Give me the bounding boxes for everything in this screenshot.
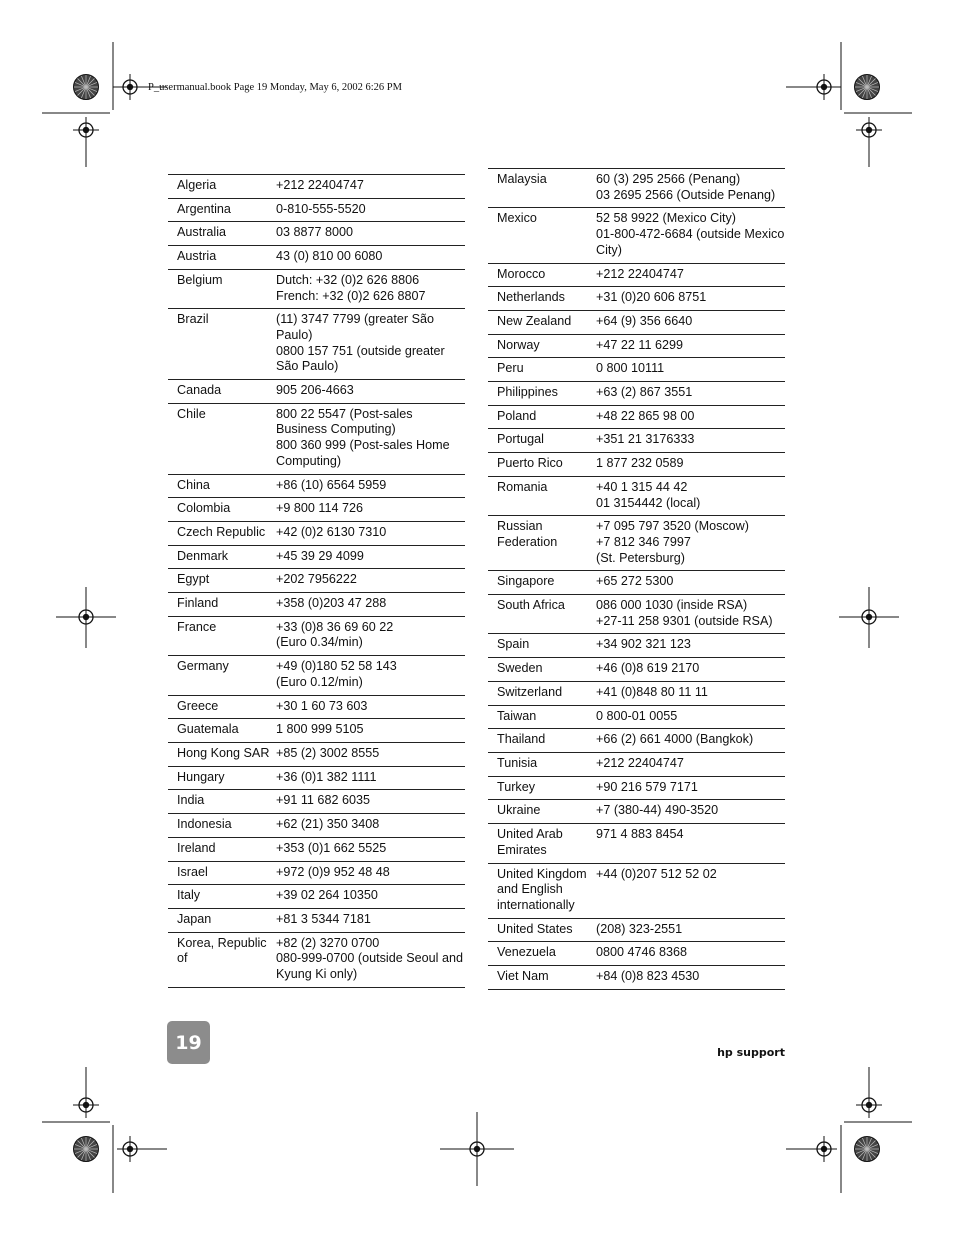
table-row — [488, 310, 785, 334]
phone-number: +85 (2) 3002 8555 — [276, 742, 465, 766]
country-name: Israel — [168, 861, 276, 885]
phone-number: +33 (0)8 36 69 60 22 (Euro 0.34/min) — [276, 616, 465, 655]
country-name: France — [168, 616, 276, 655]
country-name: United Kingdom and English internationally — [488, 863, 596, 918]
table-row — [488, 405, 785, 429]
country-name: Chile — [168, 403, 276, 474]
country-name: Hungary — [168, 766, 276, 790]
phone-number: +41 (0)848 80 11 11 — [596, 681, 785, 705]
phone-number: +42 (0)2 6130 7310 — [276, 521, 465, 545]
table-row — [488, 729, 785, 753]
table-row — [168, 198, 465, 222]
phone-number: 03 8877 8000 — [276, 222, 465, 246]
phone-number: +47 22 11 6299 — [596, 334, 785, 358]
phone-number: 52 58 9922 (Mexico City) 01-800-472-6684 (outside Mexico City) — [596, 208, 785, 263]
phone-number: 0800 4746 8368 — [596, 942, 785, 966]
table-row — [488, 429, 785, 453]
country-name: Japan — [168, 908, 276, 932]
table-row — [168, 766, 465, 790]
crosshair-mark-top-left-b — [73, 117, 99, 143]
phone-number: +48 22 865 98 00 — [596, 405, 785, 429]
table-row — [488, 287, 785, 311]
phone-number: +63 (2) 867 3551 — [596, 382, 785, 406]
phone-number: 905 206-4663 — [276, 380, 465, 404]
phone-number: +86 (10) 6564 5959 — [276, 474, 465, 498]
table-row — [168, 545, 465, 569]
support-phone-table-left — [168, 174, 465, 988]
country-name: Taiwan — [488, 705, 596, 729]
country-name: Belgium — [168, 269, 276, 308]
table-row — [488, 705, 785, 729]
crosshair-mark-bottom-left-a — [73, 1092, 99, 1118]
table-row — [488, 516, 785, 571]
table-row — [168, 222, 465, 246]
country-name: Turkey — [488, 776, 596, 800]
country-name: United Arab Emirates — [488, 824, 596, 863]
phone-number: Dutch: +32 (0)2 626 8806 French: +32 (0)2 626 8807 — [276, 269, 465, 308]
sunburst-mark-top-left — [74, 75, 99, 100]
table-row — [168, 837, 465, 861]
table-row — [168, 616, 465, 655]
table-row — [168, 695, 465, 719]
phone-number: +39 02 264 10350 — [276, 885, 465, 909]
phone-number: +81 3 5344 7181 — [276, 908, 465, 932]
country-name: Romania — [488, 476, 596, 515]
phone-number: +90 216 579 7171 — [596, 776, 785, 800]
country-name: China — [168, 474, 276, 498]
table-row — [488, 966, 785, 990]
phone-number: +44 (0)207 512 52 02 — [596, 863, 785, 918]
country-name: Canada — [168, 380, 276, 404]
phone-number: +9 800 114 726 — [276, 498, 465, 522]
country-name: Viet Nam — [488, 966, 596, 990]
country-name: Indonesia — [168, 814, 276, 838]
country-name: Germany — [168, 656, 276, 695]
table-row — [488, 476, 785, 515]
table-row — [168, 790, 465, 814]
table-row — [488, 681, 785, 705]
sunburst-mark-bottom-left — [74, 1137, 99, 1162]
phone-number: 0-810-555-5520 — [276, 198, 465, 222]
phone-number: +66 (2) 661 4000 (Bangkok) — [596, 729, 785, 753]
table-row — [168, 932, 465, 987]
country-name: Algeria — [168, 175, 276, 199]
phone-number: +36 (0)1 382 1111 — [276, 766, 465, 790]
country-name: United States — [488, 918, 596, 942]
table-row — [488, 169, 785, 208]
phone-number: (208) 323-2551 — [596, 918, 785, 942]
country-name: Italy — [168, 885, 276, 909]
phone-number: 086 000 1030 (inside RSA) +27-11 258 9301 (outside RSA) — [596, 595, 785, 634]
phone-number: 0 800-01 0055 — [596, 705, 785, 729]
phone-number: +202 7956222 — [276, 569, 465, 593]
table-row — [488, 595, 785, 634]
table-row — [168, 908, 465, 932]
country-name: Greece — [168, 695, 276, 719]
phone-number: +91 11 682 6035 — [276, 790, 465, 814]
table-row — [168, 742, 465, 766]
table-row — [168, 814, 465, 838]
table-row — [488, 800, 785, 824]
country-name: Puerto Rico — [488, 453, 596, 477]
country-name: Mexico — [488, 208, 596, 263]
phone-number: 1 800 999 5105 — [276, 719, 465, 743]
section-footer-label: hp support — [717, 1046, 785, 1059]
table-row — [168, 309, 465, 380]
country-name: South Africa — [488, 595, 596, 634]
country-name: Netherlands — [488, 287, 596, 311]
table-row — [488, 382, 785, 406]
table-row — [168, 246, 465, 270]
phone-number: 0 800 10111 — [596, 358, 785, 382]
country-name: Argentina — [168, 198, 276, 222]
country-name: Portugal — [488, 429, 596, 453]
country-name: Hong Kong SAR — [168, 742, 276, 766]
country-name: Denmark — [168, 545, 276, 569]
table-row — [488, 942, 785, 966]
crosshair-mark-top-right-b — [856, 117, 882, 143]
phone-number: +31 (0)20 606 8751 — [596, 287, 785, 311]
phone-number: +212 22404747 — [276, 175, 465, 199]
page-number-badge: 19 — [167, 1021, 210, 1064]
phone-number: +62 (21) 350 3408 — [276, 814, 465, 838]
country-name: Singapore — [488, 571, 596, 595]
phone-number: +212 22404747 — [596, 263, 785, 287]
table-row — [488, 358, 785, 382]
country-name: Switzerland — [488, 681, 596, 705]
table-row — [488, 824, 785, 863]
country-name: Tunisia — [488, 752, 596, 776]
table-row — [488, 863, 785, 918]
phone-number: (11) 3747 7799 (greater São Paulo) 0800 157 751 (outside greater São Paulo) — [276, 309, 465, 380]
table-row — [488, 918, 785, 942]
country-name: Morocco — [488, 263, 596, 287]
table-row — [168, 474, 465, 498]
phone-number: +40 1 315 44 42 01 3154442 (local) — [596, 476, 785, 515]
phone-number: +34 902 321 123 — [596, 634, 785, 658]
phone-number: +49 (0)180 52 58 143 (Euro 0.12/min) — [276, 656, 465, 695]
phone-number: +972 (0)9 952 48 48 — [276, 861, 465, 885]
crosshair-mark-bottom-right-b — [811, 1136, 837, 1162]
support-phone-table-right — [488, 168, 785, 990]
phone-number: 43 (0) 810 00 6080 — [276, 246, 465, 270]
country-name: Sweden — [488, 658, 596, 682]
phone-number: +353 (0)1 662 5525 — [276, 837, 465, 861]
country-name: Finland — [168, 593, 276, 617]
phone-number: +358 (0)203 47 288 — [276, 593, 465, 617]
table-row — [488, 453, 785, 477]
country-name: Australia — [168, 222, 276, 246]
table-row — [168, 885, 465, 909]
book-header-info: P_usermanual.book Page 19 Monday, May 6, 2002 6:26 PM — [148, 82, 402, 93]
table-row — [168, 498, 465, 522]
table-row — [168, 593, 465, 617]
country-name: Czech Republic — [168, 521, 276, 545]
phone-number: +82 (2) 3270 0700 080-999-0700 (outside Seoul and Kyung Ki only) — [276, 932, 465, 987]
country-name: Poland — [488, 405, 596, 429]
country-name: Ireland — [168, 837, 276, 861]
table-row — [488, 208, 785, 263]
phone-number: 1 877 232 0589 — [596, 453, 785, 477]
country-name: Norway — [488, 334, 596, 358]
country-name: Brazil — [168, 309, 276, 380]
phone-number: +7 (380-44) 490-3520 — [596, 800, 785, 824]
country-name: Colombia — [168, 498, 276, 522]
country-name: Philippines — [488, 382, 596, 406]
table-row — [488, 658, 785, 682]
country-name: Malaysia — [488, 169, 596, 208]
phone-number: 60 (3) 295 2566 (Penang) 03 2695 2566 (Outside Penang) — [596, 169, 785, 208]
country-name: Korea, Republic of — [168, 932, 276, 987]
table-row — [168, 380, 465, 404]
phone-number: +45 39 29 4099 — [276, 545, 465, 569]
phone-number: +46 (0)8 619 2170 — [596, 658, 785, 682]
table-row — [168, 175, 465, 199]
phone-number: +64 (9) 356 6640 — [596, 310, 785, 334]
crosshair-mark-bottom-right-a — [856, 1092, 882, 1118]
phone-number: +84 (0)8 823 4530 — [596, 966, 785, 990]
phone-number: +7 095 797 3520 (Moscow) +7 812 346 7997 (St. Petersburg) — [596, 516, 785, 571]
table-row — [168, 569, 465, 593]
country-name: Austria — [168, 246, 276, 270]
table-row — [168, 861, 465, 885]
country-name: New Zealand — [488, 310, 596, 334]
phone-number: +65 272 5300 — [596, 571, 785, 595]
country-name: Thailand — [488, 729, 596, 753]
table-row — [488, 334, 785, 358]
table-row — [168, 656, 465, 695]
table-row — [488, 634, 785, 658]
table-row — [488, 752, 785, 776]
table-row — [168, 521, 465, 545]
country-name: Guatemala — [168, 719, 276, 743]
sunburst-mark-top-right — [855, 75, 880, 100]
phone-number: 800 22 5547 (Post-sales Business Computing) 800 360 999 (Post-sales Home Computing) — [276, 403, 465, 474]
table-row — [168, 719, 465, 743]
table-row — [168, 269, 465, 308]
country-name: Spain — [488, 634, 596, 658]
country-name: India — [168, 790, 276, 814]
sunburst-mark-bottom-right — [855, 1137, 880, 1162]
country-name: Venezuela — [488, 942, 596, 966]
country-name: Russian Federation — [488, 516, 596, 571]
table-row — [488, 263, 785, 287]
phone-number: +212 22404747 — [596, 752, 785, 776]
crosshair-mark-bottom-left-b — [117, 1136, 143, 1162]
phone-number: +351 21 3176333 — [596, 429, 785, 453]
table-row — [488, 776, 785, 800]
table-row — [488, 571, 785, 595]
country-name: Egypt — [168, 569, 276, 593]
phone-number: +30 1 60 73 603 — [276, 695, 465, 719]
country-name: Peru — [488, 358, 596, 382]
country-name: Ukraine — [488, 800, 596, 824]
table-row — [168, 403, 465, 474]
phone-number: 971 4 883 8454 — [596, 824, 785, 863]
